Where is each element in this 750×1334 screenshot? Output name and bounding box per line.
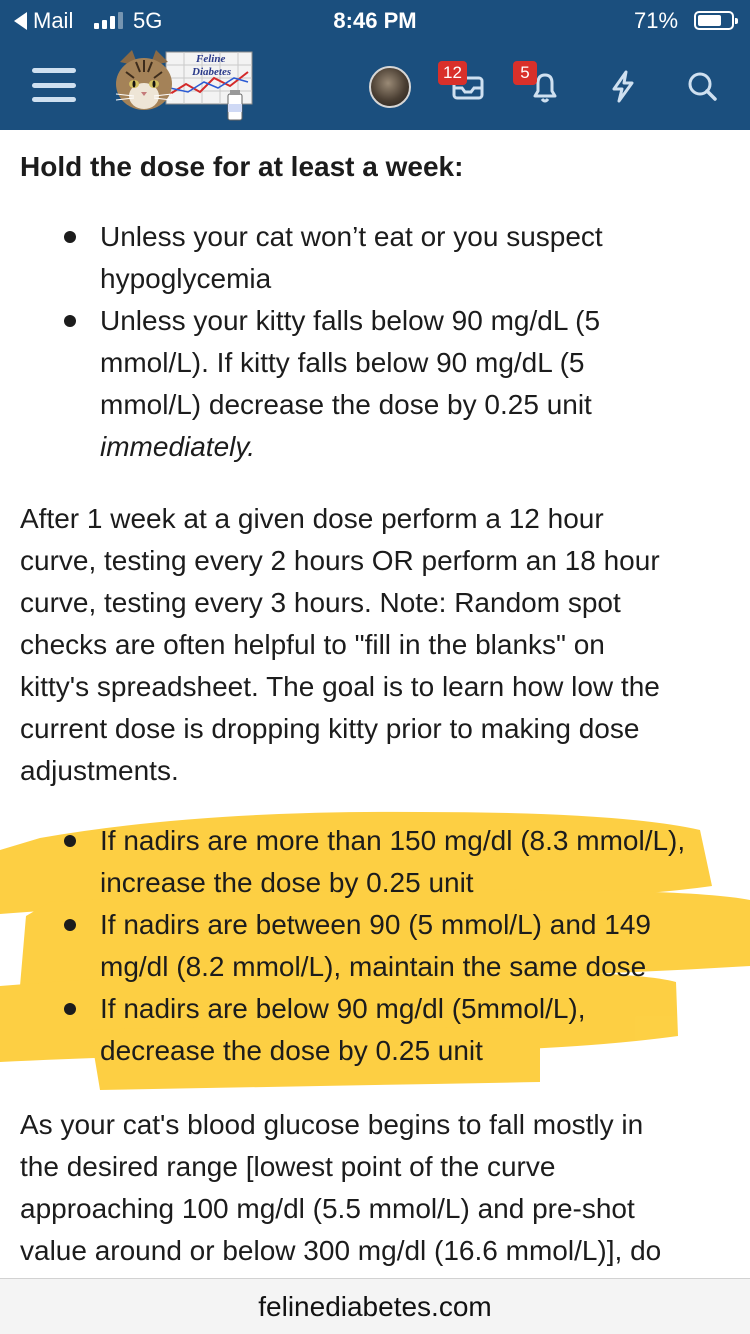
list-item: Unless your cat won’t eat or you suspect hypoglycemia	[20, 216, 740, 300]
search-icon	[682, 66, 722, 106]
feline-diabetes-logo[interactable]	[112, 48, 254, 122]
network-type: 5G	[133, 8, 163, 33]
list-item: If nadirs are between 90 (5 mmol/L) and 149 mg/dl (8.2 mmol/L), maintain the same dose	[20, 904, 740, 988]
list-item: If nadirs are more than 150 mg/dl (8.3 mmol/L), increase the dose by 0.25 unit	[20, 820, 740, 904]
hamburger-menu-button[interactable]	[32, 68, 76, 102]
article-content[interactable]	[0, 130, 750, 1278]
cat-logo-icon	[112, 48, 254, 122]
site-domain: felinediabetes.com	[258, 1291, 492, 1322]
back-label: Mail	[33, 8, 74, 33]
nadir-rules-list	[20, 820, 740, 1072]
url-bar[interactable]	[0, 1278, 750, 1334]
alerts-badge: 5	[513, 61, 537, 85]
status-bar	[0, 0, 750, 40]
svg-text:Diabetes: Diabetes	[192, 66, 232, 78]
battery-icon	[694, 11, 734, 30]
list-item: If nadirs are below 90 mg/dl (5mmol/L), decrease the dose by 0.25 unit	[20, 988, 740, 1072]
battery-fill	[698, 15, 721, 26]
lightning-icon	[603, 66, 643, 106]
whats-new-button[interactable]	[603, 66, 643, 106]
hold-dose-list	[20, 216, 740, 468]
svg-text:Feline: Feline	[196, 53, 226, 65]
app-header	[0, 0, 750, 130]
battery-percent: 71%	[634, 8, 679, 33]
search-button[interactable]	[682, 66, 722, 106]
list-item: Unless your kitty falls below 90 mg/dL (5 mmol/L). If kitty falls below 90 mg/dL (5 mmol/L) decrease the dose by 0.25 unit immediately.	[20, 300, 740, 468]
user-avatar[interactable]	[369, 66, 411, 108]
clock: 8:46 PM	[333, 8, 417, 33]
curve-instructions-paragraph: After 1 week at a given dose perform a 12 hour curve, testing every 2 hours OR perform an 18 hour curve, testing every 3 hours. Note: Random spot checks are often helpful to "fill in the blanks" on kitty's spreadsheet. The goal is to learn how low the current dose is dropping kitty prior to making dose adjustments.	[20, 503, 660, 786]
messages-badge: 12	[438, 61, 467, 85]
section-heading: Hold the dose for at least a week:	[20, 151, 464, 182]
blood-glucose-paragraph: As your cat's blood glucose begins to fall mostly in the desired range [lowest point of the curve approaching 100 mg/dl (5.5 mmol/L) and pre-shot value around or below 300 mg/dl (16.6 mmol/L)], do	[20, 1109, 662, 1266]
